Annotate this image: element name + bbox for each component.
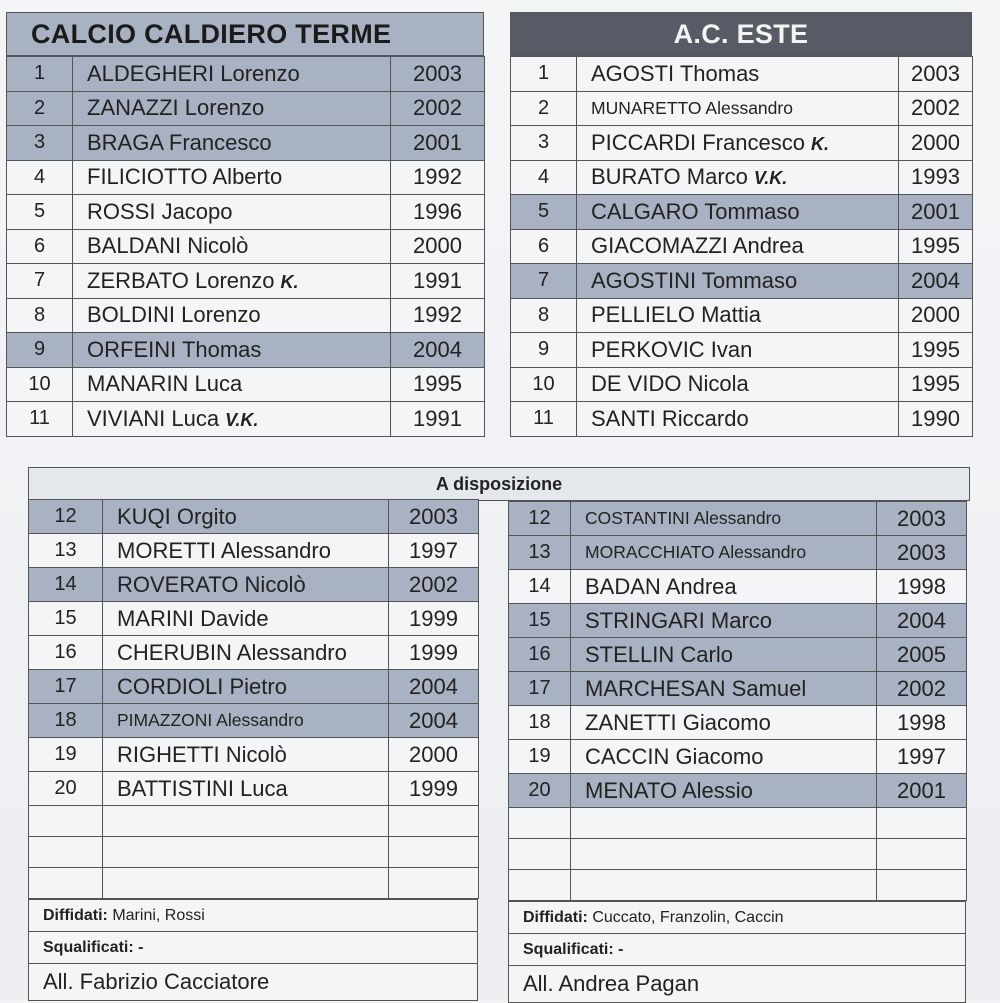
birth-year: 1995 bbox=[391, 367, 485, 402]
player-row bbox=[509, 638, 967, 672]
player-row bbox=[29, 602, 479, 636]
player-row bbox=[511, 298, 973, 333]
player-name: BURATO Marco bbox=[591, 164, 748, 190]
shirt-number: 13 bbox=[29, 534, 103, 568]
player-name: STELLIN Carlo bbox=[585, 641, 733, 667]
away-squalificati: - bbox=[618, 940, 624, 958]
player-name-cell bbox=[571, 570, 877, 604]
player-row bbox=[509, 604, 967, 638]
birth-year: 1999 bbox=[389, 636, 479, 670]
birth-year: 1999 bbox=[389, 772, 479, 806]
birth-year: 1990 bbox=[899, 402, 973, 437]
player-name: BRAGA Francesco bbox=[87, 129, 272, 155]
birth-year: 1997 bbox=[389, 534, 479, 568]
player-row bbox=[7, 126, 485, 161]
player-row bbox=[7, 229, 485, 264]
player-row bbox=[29, 772, 479, 806]
player-name-cell bbox=[103, 636, 389, 670]
home-diffidati: Marini, Rossi bbox=[112, 906, 205, 924]
shirt-number: 19 bbox=[29, 738, 103, 772]
shirt-number: 8 bbox=[511, 298, 577, 333]
player-name-cell bbox=[103, 602, 389, 636]
empty-row bbox=[509, 808, 967, 839]
player-name-cell bbox=[73, 402, 391, 437]
birth-year: 1996 bbox=[391, 195, 485, 230]
home-bench bbox=[28, 499, 478, 1001]
birth-year: 1993 bbox=[899, 160, 973, 195]
player-name-cell bbox=[577, 195, 899, 230]
player-name-cell bbox=[577, 126, 899, 161]
player-name-cell bbox=[73, 195, 391, 230]
shirt-number: 12 bbox=[509, 502, 571, 536]
player-name: BADAN Andrea bbox=[585, 573, 737, 599]
player-name: PELLIELO Mattia bbox=[591, 302, 761, 328]
shirt-number: 5 bbox=[511, 195, 577, 230]
player-name: MENATO Alessio bbox=[585, 777, 753, 803]
player-row bbox=[7, 298, 485, 333]
player-name: STRINGARI Marco bbox=[585, 607, 773, 633]
player-name: CACCIN Giacomo bbox=[585, 743, 764, 769]
away-bench-table bbox=[508, 501, 967, 901]
player-name-cell bbox=[73, 333, 391, 368]
away-diffidati-row bbox=[509, 902, 966, 934]
shirt-number: 2 bbox=[511, 91, 577, 126]
player-row bbox=[29, 500, 479, 534]
captain-tag: V.K. bbox=[753, 168, 788, 189]
empty-row bbox=[509, 870, 967, 901]
shirt-number: 5 bbox=[7, 195, 73, 230]
birth-year: 1999 bbox=[389, 602, 479, 636]
birth-year: 2003 bbox=[877, 502, 967, 536]
player-row bbox=[7, 264, 485, 299]
player-name: BATTISTINI Luca bbox=[117, 775, 288, 801]
player-name-cell bbox=[73, 57, 391, 92]
player-name-cell bbox=[571, 604, 877, 638]
shirt-number: 15 bbox=[509, 604, 571, 638]
shirt-number: 3 bbox=[511, 126, 577, 161]
player-name: ZERBATO Lorenzo bbox=[87, 267, 275, 293]
player-row bbox=[7, 333, 485, 368]
home-bench-table bbox=[28, 499, 479, 899]
player-name: COSTANTINI Alessandro bbox=[585, 508, 782, 528]
shirt-number: 16 bbox=[29, 636, 103, 670]
birth-year: 2000 bbox=[899, 126, 973, 161]
player-row bbox=[509, 740, 967, 774]
player-name: CHERUBIN Alessandro bbox=[117, 639, 347, 665]
player-name-cell bbox=[571, 638, 877, 672]
squalificati-label: Squalificati: bbox=[43, 938, 134, 956]
player-name: ALDEGHERI Lorenzo bbox=[87, 60, 300, 86]
shirt-number: 18 bbox=[29, 704, 103, 738]
shirt-number: 9 bbox=[511, 333, 577, 368]
shirt-number: 12 bbox=[29, 500, 103, 534]
diffidati-label: Diffidati: bbox=[523, 908, 588, 926]
birth-year: 2000 bbox=[391, 229, 485, 264]
shirt-number: 3 bbox=[7, 126, 73, 161]
away-notes bbox=[508, 901, 966, 1003]
away-diffidati: Cuccato, Franzolin, Caccin bbox=[592, 908, 784, 926]
birth-year: 1991 bbox=[391, 264, 485, 299]
away-coach: All. Andrea Pagan bbox=[509, 966, 966, 1003]
player-name-cell bbox=[103, 500, 389, 534]
shirt-number: 2 bbox=[7, 91, 73, 126]
player-row bbox=[511, 57, 973, 92]
shirt-number: 18 bbox=[509, 706, 571, 740]
player-row bbox=[29, 568, 479, 602]
player-name-cell bbox=[103, 738, 389, 772]
away-bench bbox=[508, 501, 966, 1003]
player-name-cell bbox=[73, 264, 391, 299]
shirt-number: 16 bbox=[509, 638, 571, 672]
shirt-number: 10 bbox=[7, 367, 73, 402]
home-team-name: CALCIO CALDIERO TERME bbox=[6, 12, 484, 56]
birth-year: 1991 bbox=[391, 402, 485, 437]
home-team-lineup bbox=[6, 12, 484, 437]
player-name-cell bbox=[103, 534, 389, 568]
player-row bbox=[511, 229, 973, 264]
player-name: MANARIN Luca bbox=[87, 371, 243, 397]
captain-tag: K. bbox=[280, 271, 299, 292]
player-name: ORFEINI Thomas bbox=[87, 336, 262, 362]
shirt-number: 17 bbox=[29, 670, 103, 704]
player-name: GIACOMAZZI Andrea bbox=[591, 233, 804, 259]
shirt-number: 11 bbox=[511, 402, 577, 437]
player-name: FILICIOTTO Alberto bbox=[87, 164, 283, 190]
player-name-cell bbox=[103, 568, 389, 602]
player-name-cell bbox=[577, 298, 899, 333]
captain-tag: V.K. bbox=[225, 409, 259, 430]
birth-year: 2003 bbox=[877, 536, 967, 570]
player-row bbox=[509, 774, 967, 808]
birth-year: 2002 bbox=[389, 568, 479, 602]
shirt-number: 20 bbox=[509, 774, 571, 808]
player-row bbox=[511, 126, 973, 161]
shirt-number: 7 bbox=[511, 264, 577, 299]
home-coach: All. Fabrizio Cacciatore bbox=[29, 964, 478, 1001]
player-name-cell bbox=[73, 298, 391, 333]
player-row bbox=[509, 502, 967, 536]
birth-year: 2004 bbox=[389, 670, 479, 704]
away-coach-row bbox=[509, 966, 966, 1003]
birth-year: 2000 bbox=[899, 298, 973, 333]
player-name: PIMAZZONI Alessandro bbox=[117, 710, 304, 730]
player-row bbox=[29, 704, 479, 738]
birth-year: 2004 bbox=[389, 704, 479, 738]
home-squalificati: - bbox=[138, 938, 144, 956]
shirt-number: 10 bbox=[511, 367, 577, 402]
home-starters-table bbox=[6, 56, 485, 437]
player-name: ZANAZZI Lorenzo bbox=[87, 95, 265, 121]
shirt-number: 1 bbox=[511, 57, 577, 92]
player-name-cell bbox=[103, 670, 389, 704]
shirt-number: 14 bbox=[29, 568, 103, 602]
player-name: ZANETTI Giacomo bbox=[585, 709, 771, 735]
shirt-number: 13 bbox=[509, 536, 571, 570]
player-name: CALGARO Tommaso bbox=[591, 198, 800, 224]
player-row bbox=[29, 738, 479, 772]
player-row bbox=[511, 195, 973, 230]
player-name-cell bbox=[571, 536, 877, 570]
shirt-number: 14 bbox=[509, 570, 571, 604]
player-row bbox=[509, 570, 967, 604]
player-name-cell bbox=[571, 706, 877, 740]
player-row bbox=[509, 706, 967, 740]
player-name-cell bbox=[577, 229, 899, 264]
player-name: ROVERATO Nicolò bbox=[117, 571, 306, 597]
player-name-cell bbox=[103, 704, 389, 738]
player-row bbox=[29, 670, 479, 704]
player-row bbox=[509, 536, 967, 570]
birth-year: 2002 bbox=[391, 91, 485, 126]
player-name: AGOSTI Thomas bbox=[591, 60, 760, 86]
home-squalificati-row bbox=[29, 932, 478, 964]
player-name: BALDANI Nicolò bbox=[87, 233, 249, 259]
birth-year: 2004 bbox=[877, 604, 967, 638]
player-name-cell bbox=[571, 502, 877, 536]
player-row bbox=[511, 402, 973, 437]
shirt-number: 20 bbox=[29, 772, 103, 806]
birth-year: 2001 bbox=[877, 774, 967, 808]
player-name: CORDIOLI Pietro bbox=[117, 673, 287, 699]
player-name: SANTI Riccardo bbox=[591, 405, 749, 431]
player-row bbox=[511, 333, 973, 368]
shirt-number: 7 bbox=[7, 264, 73, 299]
birth-year: 2003 bbox=[899, 57, 973, 92]
birth-year: 1995 bbox=[899, 229, 973, 264]
player-name-cell bbox=[577, 91, 899, 126]
shirt-number: 15 bbox=[29, 602, 103, 636]
player-name: MUNARETTO Alessandro bbox=[591, 97, 793, 118]
birth-year: 2002 bbox=[899, 91, 973, 126]
birth-year: 1995 bbox=[899, 367, 973, 402]
player-name-cell bbox=[577, 264, 899, 299]
player-name-cell bbox=[577, 402, 899, 437]
player-name: RIGHETTI Nicolò bbox=[117, 741, 287, 767]
shirt-number: 1 bbox=[7, 57, 73, 92]
shirt-number: 9 bbox=[7, 333, 73, 368]
player-name: ROSSI Jacopo bbox=[87, 198, 233, 224]
player-row bbox=[29, 534, 479, 568]
away-team-name: A.C. ESTE bbox=[510, 12, 972, 56]
birth-year: 2003 bbox=[389, 500, 479, 534]
player-row bbox=[511, 160, 973, 195]
birth-year: 2002 bbox=[877, 672, 967, 706]
shirt-number: 17 bbox=[509, 672, 571, 706]
player-name: PERKOVIC Ivan bbox=[591, 336, 753, 362]
player-row bbox=[7, 160, 485, 195]
player-name-cell bbox=[73, 367, 391, 402]
player-name: AGOSTINI Tommaso bbox=[591, 267, 798, 293]
player-name-cell bbox=[571, 672, 877, 706]
home-notes bbox=[28, 899, 478, 1001]
player-name: DE VIDO Nicola bbox=[591, 371, 749, 397]
player-row bbox=[29, 636, 479, 670]
empty-row bbox=[509, 839, 967, 870]
empty-row bbox=[29, 868, 479, 899]
birth-year: 1998 bbox=[877, 570, 967, 604]
squalificati-label: Squalificati: bbox=[523, 940, 614, 958]
away-starters-table bbox=[510, 56, 973, 437]
diffidati-label: Diffidati: bbox=[43, 906, 108, 924]
captain-tag: K. bbox=[810, 133, 829, 154]
away-team-lineup bbox=[510, 12, 972, 437]
birth-year: 2004 bbox=[899, 264, 973, 299]
player-name-cell bbox=[73, 126, 391, 161]
birth-year: 2004 bbox=[391, 333, 485, 368]
player-name: VIVIANI Luca bbox=[87, 405, 220, 431]
player-name-cell bbox=[103, 772, 389, 806]
player-row bbox=[7, 91, 485, 126]
player-name: MARINI Davide bbox=[117, 605, 269, 631]
player-name: MORACCHIATO Alessandro bbox=[585, 542, 807, 562]
birth-year: 2000 bbox=[389, 738, 479, 772]
player-name-cell bbox=[73, 160, 391, 195]
player-name-cell bbox=[577, 367, 899, 402]
player-row bbox=[511, 367, 973, 402]
birth-year: 2003 bbox=[391, 57, 485, 92]
birth-year: 1995 bbox=[899, 333, 973, 368]
player-name-cell bbox=[571, 774, 877, 808]
birth-year: 2001 bbox=[391, 126, 485, 161]
home-coach-row bbox=[29, 964, 478, 1001]
shirt-number: 8 bbox=[7, 298, 73, 333]
player-name-cell bbox=[577, 57, 899, 92]
shirt-number: 6 bbox=[7, 229, 73, 264]
birth-year: 2005 bbox=[877, 638, 967, 672]
empty-row bbox=[29, 806, 479, 837]
away-squalificati-row bbox=[509, 934, 966, 966]
shirt-number: 6 bbox=[511, 229, 577, 264]
empty-row bbox=[29, 837, 479, 868]
player-row bbox=[511, 264, 973, 299]
birth-year: 1992 bbox=[391, 298, 485, 333]
player-row bbox=[511, 91, 973, 126]
player-name-cell bbox=[73, 229, 391, 264]
player-name: PICCARDI Francesco bbox=[591, 129, 805, 155]
player-row bbox=[7, 367, 485, 402]
player-name-cell bbox=[577, 333, 899, 368]
player-name-cell bbox=[571, 740, 877, 774]
player-row bbox=[509, 672, 967, 706]
player-name-cell bbox=[577, 160, 899, 195]
birth-year: 1998 bbox=[877, 706, 967, 740]
shirt-number: 11 bbox=[7, 402, 73, 437]
birth-year: 2001 bbox=[899, 195, 973, 230]
player-row bbox=[7, 402, 485, 437]
player-row bbox=[7, 57, 485, 92]
shirt-number: 4 bbox=[511, 160, 577, 195]
player-name: BOLDINI Lorenzo bbox=[87, 302, 261, 328]
birth-year: 1992 bbox=[391, 160, 485, 195]
player-name: KUQI Orgito bbox=[117, 503, 237, 529]
player-name: MARCHESAN Samuel bbox=[585, 675, 807, 701]
shirt-number: 19 bbox=[509, 740, 571, 774]
shirt-number: 4 bbox=[7, 160, 73, 195]
substitutes-heading: A disposizione bbox=[28, 467, 970, 501]
home-diffidati-row bbox=[29, 900, 478, 932]
player-row bbox=[7, 195, 485, 230]
birth-year: 1997 bbox=[877, 740, 967, 774]
player-name: MORETTI Alessandro bbox=[117, 537, 331, 563]
player-name-cell bbox=[73, 91, 391, 126]
